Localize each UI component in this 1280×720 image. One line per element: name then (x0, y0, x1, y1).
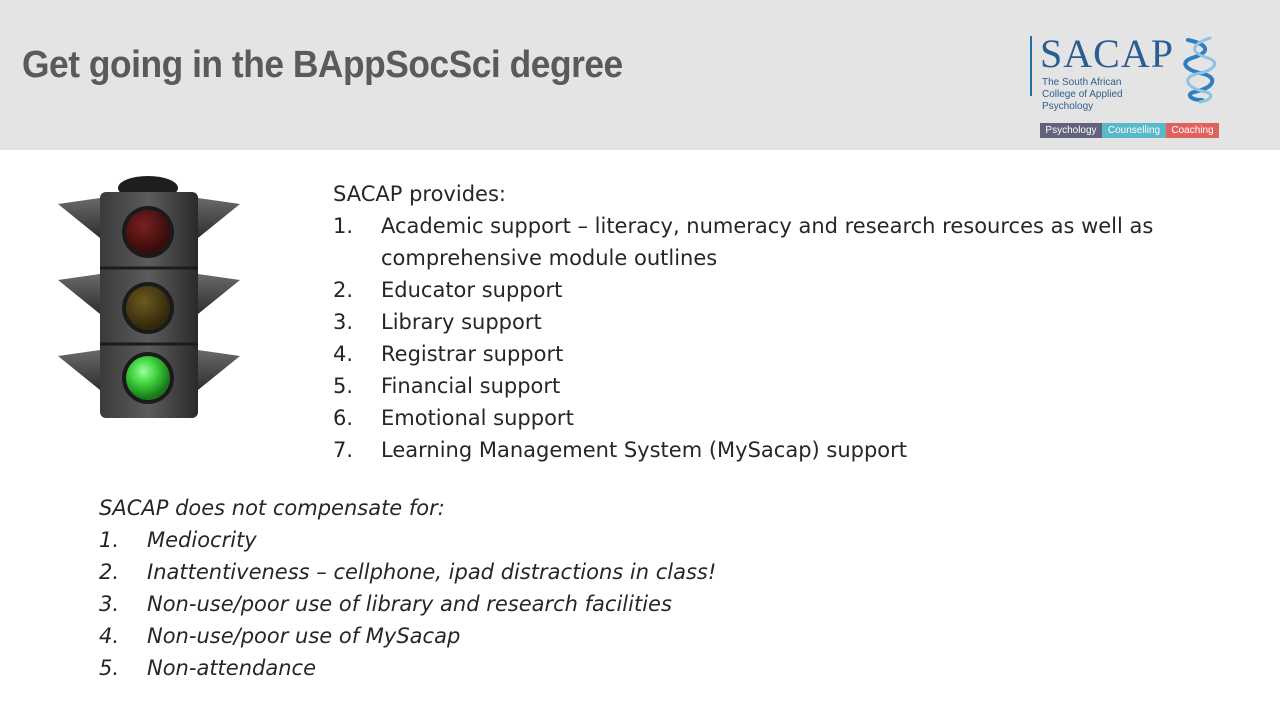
provides-heading: SACAP provides: (333, 182, 506, 206)
slide-header (0, 0, 1280, 150)
list-item: 1. Academic support – literacy, numeracy and research resources as well as comprehensive module outlines (333, 214, 1154, 270)
list-item: 3. Library support (333, 310, 542, 334)
helix-icon (1178, 34, 1222, 104)
amber-lamp (126, 286, 170, 330)
strip-coaching: Coaching (1166, 123, 1219, 138)
logo-tagline: The South African College of Applied Psychology (1042, 77, 1123, 112)
logo-strip (1040, 123, 1219, 138)
provides-list (333, 210, 1201, 466)
not-compensate-heading: SACAP does not compensate for: (99, 496, 445, 520)
list-item: 4. Non-use/poor use of MySacap (99, 624, 461, 648)
sacap-logo (1028, 32, 1228, 142)
list-item: 2. Inattentiveness – cellphone, ipad distractions in class! (99, 560, 717, 584)
list-item: 4. Registrar support (333, 342, 564, 366)
green-lamp (126, 356, 170, 400)
not-compensate-section (99, 492, 716, 684)
provides-section (333, 178, 1201, 466)
logo-divider (1030, 36, 1032, 96)
list-item: 2. Educator support (333, 278, 563, 302)
list-item: 6. Emotional support (333, 406, 574, 430)
traffic-light-image (50, 172, 250, 422)
red-lamp (126, 210, 170, 254)
logo-name: SACAP (1040, 31, 1174, 76)
not-compensate-list (99, 524, 716, 684)
strip-psychology: Psychology (1040, 123, 1102, 138)
list-item: 5. Financial support (333, 374, 561, 398)
strip-counselling: Counselling (1102, 123, 1166, 138)
list-item: 1. Mediocrity (99, 528, 257, 552)
list-item: 5. Non-attendance (99, 656, 316, 680)
list-item: 7. Learning Management System (MySacap) support (333, 438, 908, 462)
page-title: Get going in the BAppSocSci degree (22, 44, 623, 86)
list-item: 3. Non-use/poor use of library and research facilities (99, 592, 672, 616)
